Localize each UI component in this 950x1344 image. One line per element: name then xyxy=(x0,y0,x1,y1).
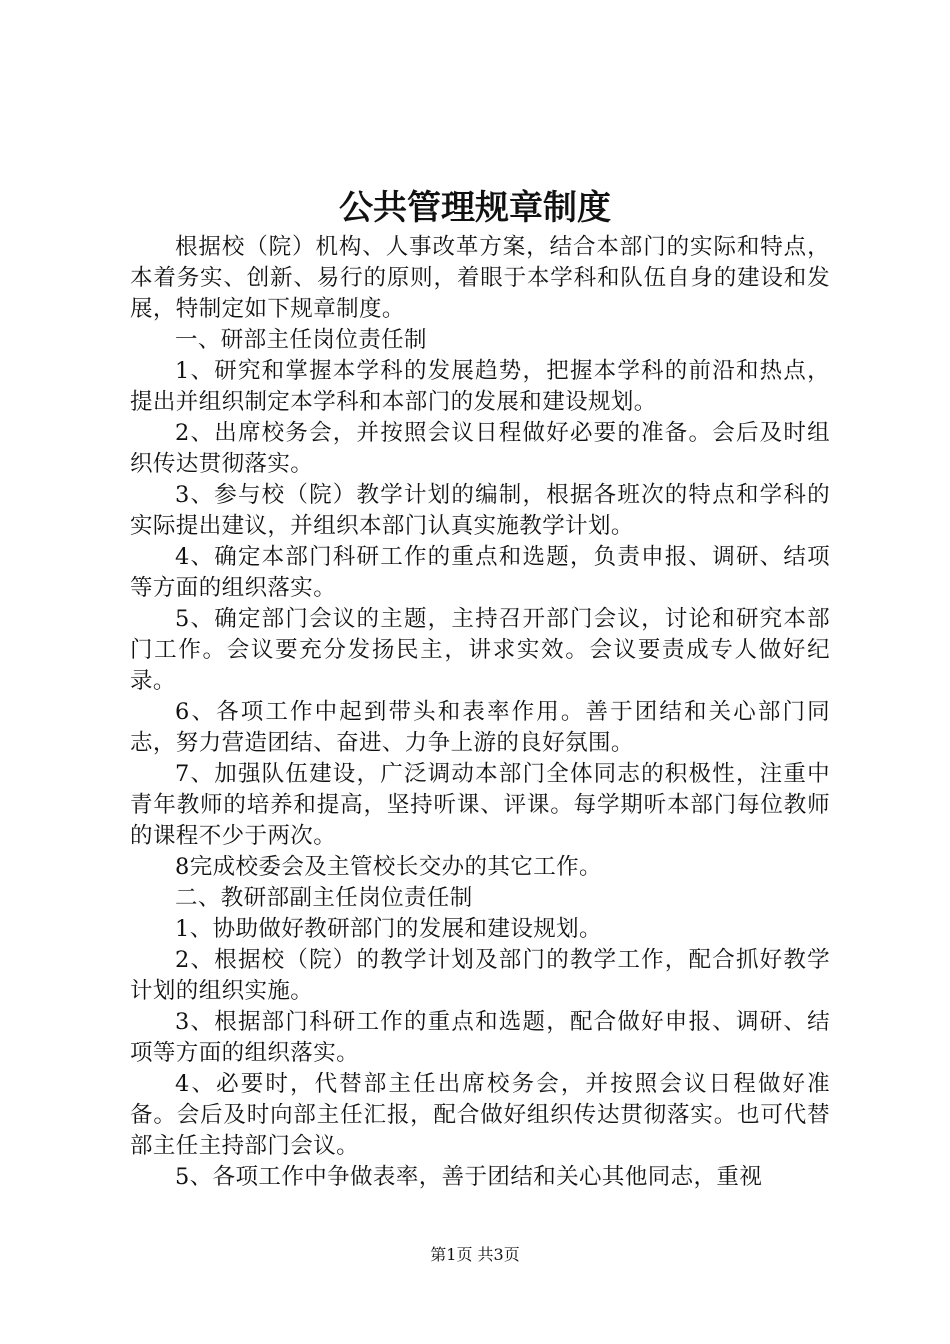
paragraph: 1、研究和掌握本学科的发展趋势，把握本学科的前沿和热点，提出并组织制定本学科和本部门的发展和建设规划。 xyxy=(130,358,830,415)
document-body xyxy=(130,232,830,1193)
section-heading: 二、教研部副主任岗位责任制 xyxy=(175,885,473,911)
paragraph: 5、确定部门会议的主题，主持召开部门会议，讨论和研究本部门工作。会议要充分发扬民主，讲求实效。会议要责成专人做好纪录。 xyxy=(130,606,830,694)
paragraph: 4、必要时，代替部主任出席校务会，并按照会议日程做好准备。会后及时向部主任汇报，配合做好组织传达贯彻落实。也可代替部主任主持部门会议。 xyxy=(130,1071,830,1159)
paragraph: 5、各项工作中争做表率，善于团结和关心其他同志，重视 xyxy=(175,1164,763,1190)
page-footer: 第1页 共3页 xyxy=(430,1245,520,1264)
paragraph: 6、各项工作中起到带头和表率作用。善于团结和关心部门同志，努力营造团结、奋进、力争上游的良好氛围。 xyxy=(130,699,830,756)
paragraph: 根据校（院）机构、人事改革方案，结合本部门的实际和特点，本着务实、创新、易行的原则，着眼于本学科和队伍自身的建设和发展，特制定如下规章制度。 xyxy=(130,234,830,322)
document-title: 公共管理规章制度 xyxy=(339,188,611,228)
paragraph: 3、参与校（院）教学计划的编制，根据各班次的特点和学科的实际提出建议，并组织本部门认真实施教学计划。 xyxy=(130,482,830,539)
paragraph: 2、根据校（院）的教学计划及部门的教学工作，配合抓好教学计划的组织实施。 xyxy=(130,947,830,1004)
paragraph: 7、加强队伍建设，广泛调动本部门全体同志的积极性，注重中青年教师的培养和提高，坚持听课、评课。每学期听本部门每位教师的课程不少于两次。 xyxy=(130,761,830,849)
paragraph: 4、确定本部门科研工作的重点和选题，负责申报、调研、结项等方面的组织落实。 xyxy=(130,544,830,601)
paragraph: 3、根据部门科研工作的重点和选题，配合做好申报、调研、结项等方面的组织落实。 xyxy=(130,1009,830,1066)
section-heading: 一、研部主任岗位责任制 xyxy=(175,327,427,353)
paragraph: 1、协助做好教研部门的发展和建设规划。 xyxy=(175,916,602,942)
paragraph: 2、出席校务会，并按照会议日程做好必要的准备。会后及时组织传达贯彻落实。 xyxy=(130,420,830,477)
paragraph: 8完成校委会及主管校长交办的其它工作。 xyxy=(175,854,602,880)
